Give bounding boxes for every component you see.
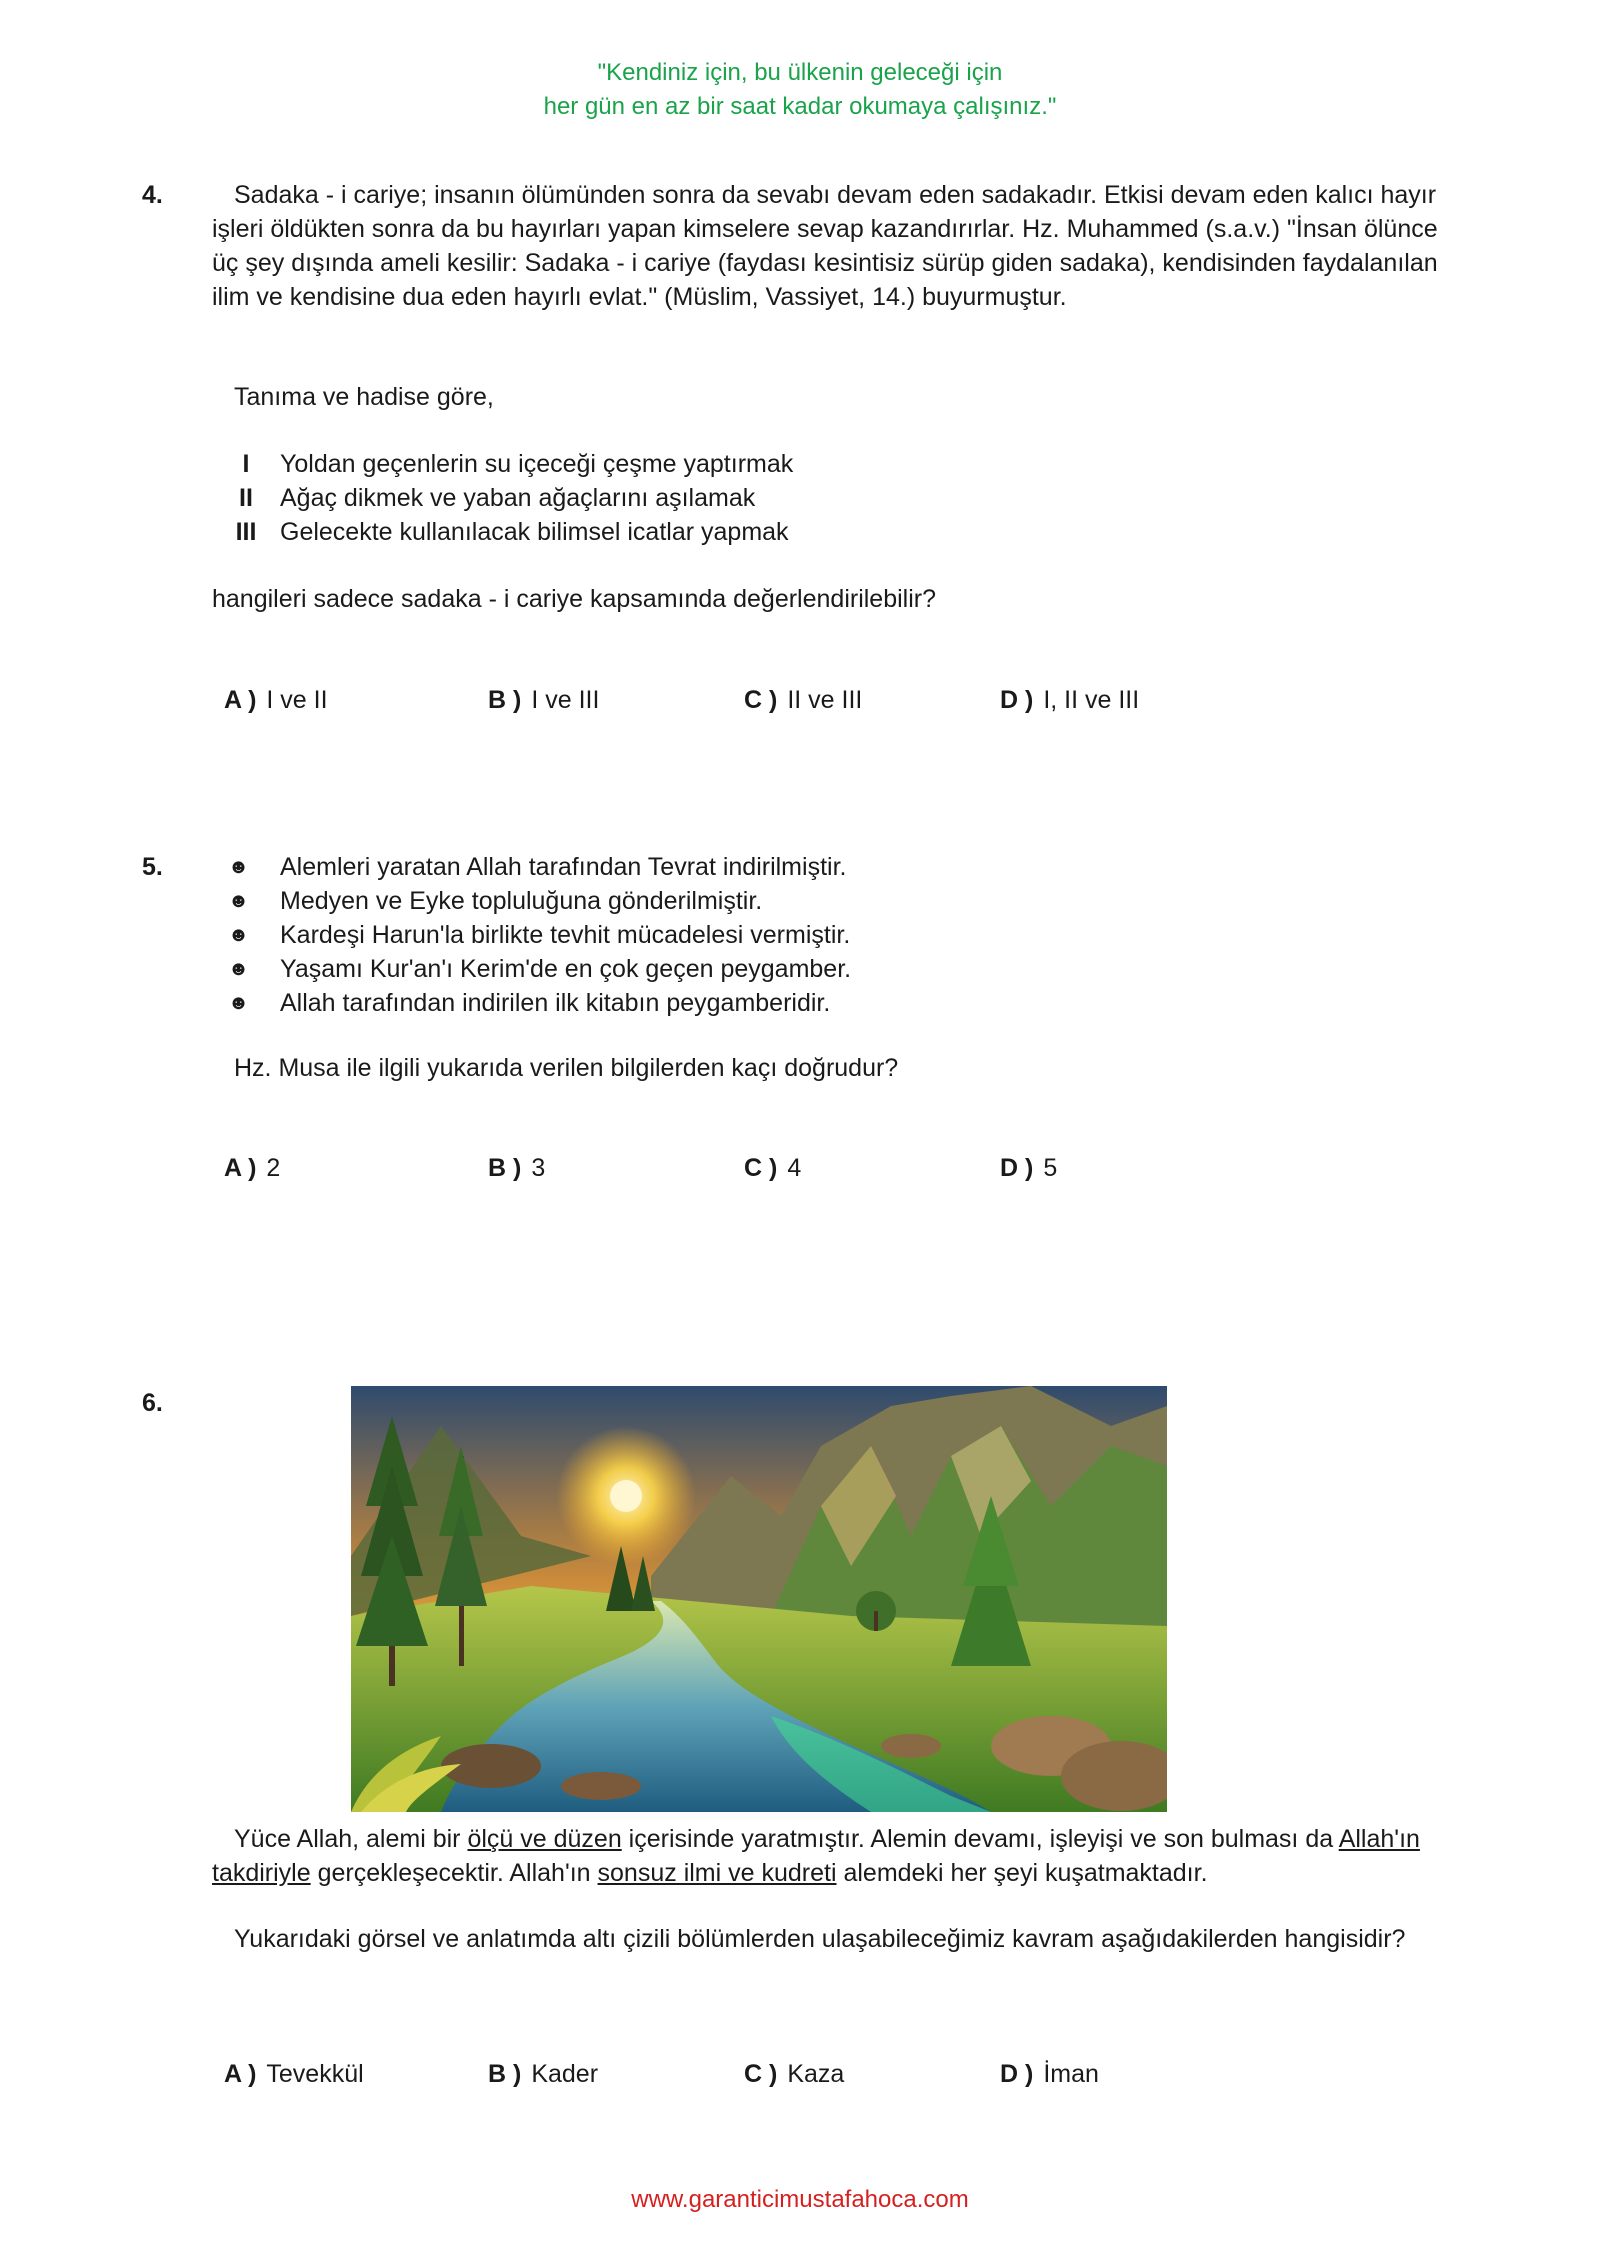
question-4-statements: [212, 447, 793, 549]
statement-number: III: [235, 518, 257, 546]
option-text: I ve III: [531, 686, 600, 714]
option-letter: C ): [744, 2060, 778, 2088]
header-quote-line-2: her gün en az bir saat kadar okumaya çalışınız.": [543, 93, 1057, 120]
question-5-options: [224, 1151, 1324, 1185]
list-item: [228, 986, 851, 1020]
option-text: 4: [787, 1154, 802, 1182]
smiley-bullet-icon: ☻: [228, 992, 250, 1014]
option-letter: D ): [1000, 1154, 1034, 1182]
option-letter: C ): [744, 686, 778, 714]
footer-website-link[interactable]: www.garanticimustafahoca.com: [631, 2186, 969, 2213]
list-item-text: Alemleri yaratan Allah tarafından Tevrat indirilmiştir.: [280, 853, 847, 881]
mountain-valley-river-sunset-image: [351, 1386, 1167, 1812]
option-text: I ve II: [266, 686, 328, 714]
option-c[interactable]: [744, 683, 862, 717]
question-5-bullet-list: [228, 850, 851, 1020]
option-text: Kader: [531, 2060, 599, 2088]
list-item: [228, 952, 851, 986]
list-item-text: Yaşamı Kur'an'ı Kerim'de en çok geçen peygamber.: [280, 955, 852, 983]
statement-item: [212, 481, 793, 515]
option-text: 3: [531, 1154, 546, 1182]
option-letter: A ): [224, 2060, 257, 2088]
option-text: İman: [1043, 2060, 1099, 2088]
text-fragment: içerisinde yaratmıştır. Alemin devamı, işleyişi ve son bulması da: [621, 1825, 1339, 1853]
option-text: Kaza: [787, 2060, 845, 2088]
option-a[interactable]: [224, 2057, 364, 2091]
question-6-number: 6.: [142, 1389, 163, 1417]
question-4-options: [224, 683, 1324, 717]
text-fragment: gerçekleşecektir. Allah'ın: [310, 1859, 598, 1887]
statement-item: [212, 447, 793, 481]
option-c[interactable]: [744, 2057, 844, 2091]
underlined-phrase: sonsuz ilmi ve kudreti: [597, 1859, 837, 1887]
question-5-number: 5.: [142, 853, 163, 881]
question-6-text: [212, 1822, 1442, 1890]
option-b[interactable]: [488, 1151, 545, 1185]
option-c[interactable]: [744, 1151, 801, 1185]
option-d[interactable]: [1000, 2057, 1099, 2091]
text-fragment: alemdeki her şeyi kuşatmaktadır.: [836, 1859, 1208, 1887]
option-text: 5: [1043, 1154, 1058, 1182]
list-item: [228, 884, 851, 918]
underlined-phrase: Allah'ın takdiriyle: [212, 1825, 1420, 1887]
text-fragment: Yüce Allah, alemi bir: [234, 1825, 468, 1853]
option-text: Tevekkül: [266, 2060, 364, 2088]
question-5-question: Hz. Musa ile ilgili yukarıda verilen bilgilerden kaçı doğrudur?: [234, 1054, 899, 1082]
list-item: [228, 918, 851, 952]
statement-number: I: [242, 450, 250, 478]
option-letter: A ): [224, 686, 257, 714]
option-letter: A ): [224, 1154, 257, 1182]
option-a[interactable]: [224, 683, 328, 717]
question-6-question: Yukarıdaki görsel ve anlatımda altı çizili bölümlerden ulaşabileceğimiz kavram aşağıdakilerden hangisidir?: [234, 1925, 1406, 1953]
option-letter: D ): [1000, 2060, 1034, 2088]
smiley-bullet-icon: ☻: [228, 958, 250, 980]
list-item: [228, 850, 851, 884]
statement-number: II: [239, 484, 253, 512]
question-4-text: Sadaka - i cariye; insanın ölümünden sonra da sevabı devam eden sadakadır. Etkisi devam eden kalıcı hayır işleri öldükten sonra da bu hayırları yapan kimselere sevap kazandırırlar. Hz. Muhammed (s.a.v.) "İnsan ölünce üç şey dışında ameli kesilir: Sadaka - i cariye (faydası kesintisiz sürüp giden sadaka), kendisinden faydalanılan ilim ve kendisine dua eden hayırlı evlat." (Müslim, Vassiyet, 14.) buyurmuştur.: [212, 181, 1438, 311]
option-letter: D ): [1000, 686, 1034, 714]
option-d[interactable]: [1000, 1151, 1057, 1185]
page-header: [0, 56, 1600, 124]
question-4-question: hangileri sadece sadaka - i cariye kapsamında değerlendirilebilir?: [212, 585, 937, 613]
underlined-phrase: ölçü ve düzen: [467, 1825, 622, 1853]
option-a[interactable]: [224, 1151, 280, 1185]
question-4-number: 4.: [142, 181, 163, 209]
option-letter: B ): [488, 1154, 522, 1182]
landscape-illustration: [351, 1386, 1167, 1812]
option-text: II ve III: [787, 686, 863, 714]
option-letter: B ): [488, 686, 522, 714]
question-6-options: [224, 2057, 1324, 2091]
statement-item: [212, 515, 793, 549]
question-4-intro: Tanıma ve hadise göre,: [234, 383, 494, 411]
statement-text: Gelecekte kullanılacak bilimsel icatlar yapmak: [280, 518, 789, 546]
statement-text: Yoldan geçenlerin su içeceği çeşme yaptırmak: [280, 450, 794, 478]
smiley-bullet-icon: ☻: [228, 924, 250, 946]
option-letter: C ): [744, 1154, 778, 1182]
option-b[interactable]: [488, 2057, 598, 2091]
list-item-text: Medyen ve Eyke topluluğuna gönderilmiştir.: [280, 887, 763, 915]
header-quote-line-1: "Kendiniz için, bu ülkenin geleceği için: [597, 59, 1003, 86]
option-b[interactable]: [488, 683, 599, 717]
option-d[interactable]: [1000, 683, 1139, 717]
statement-text: Ağaç dikmek ve yaban ağaçlarını aşılamak: [280, 484, 756, 512]
option-letter: B ): [488, 2060, 522, 2088]
list-item-text: Allah tarafından indirilen ilk kitabın peygamberidir.: [280, 989, 831, 1017]
smiley-bullet-icon: ☻: [228, 856, 250, 878]
smiley-bullet-icon: ☻: [228, 890, 250, 912]
option-text: I, II ve III: [1043, 686, 1140, 714]
option-text: 2: [266, 1154, 281, 1182]
list-item-text: Kardeşi Harun'la birlikte tevhit mücadelesi vermiştir.: [280, 921, 851, 949]
